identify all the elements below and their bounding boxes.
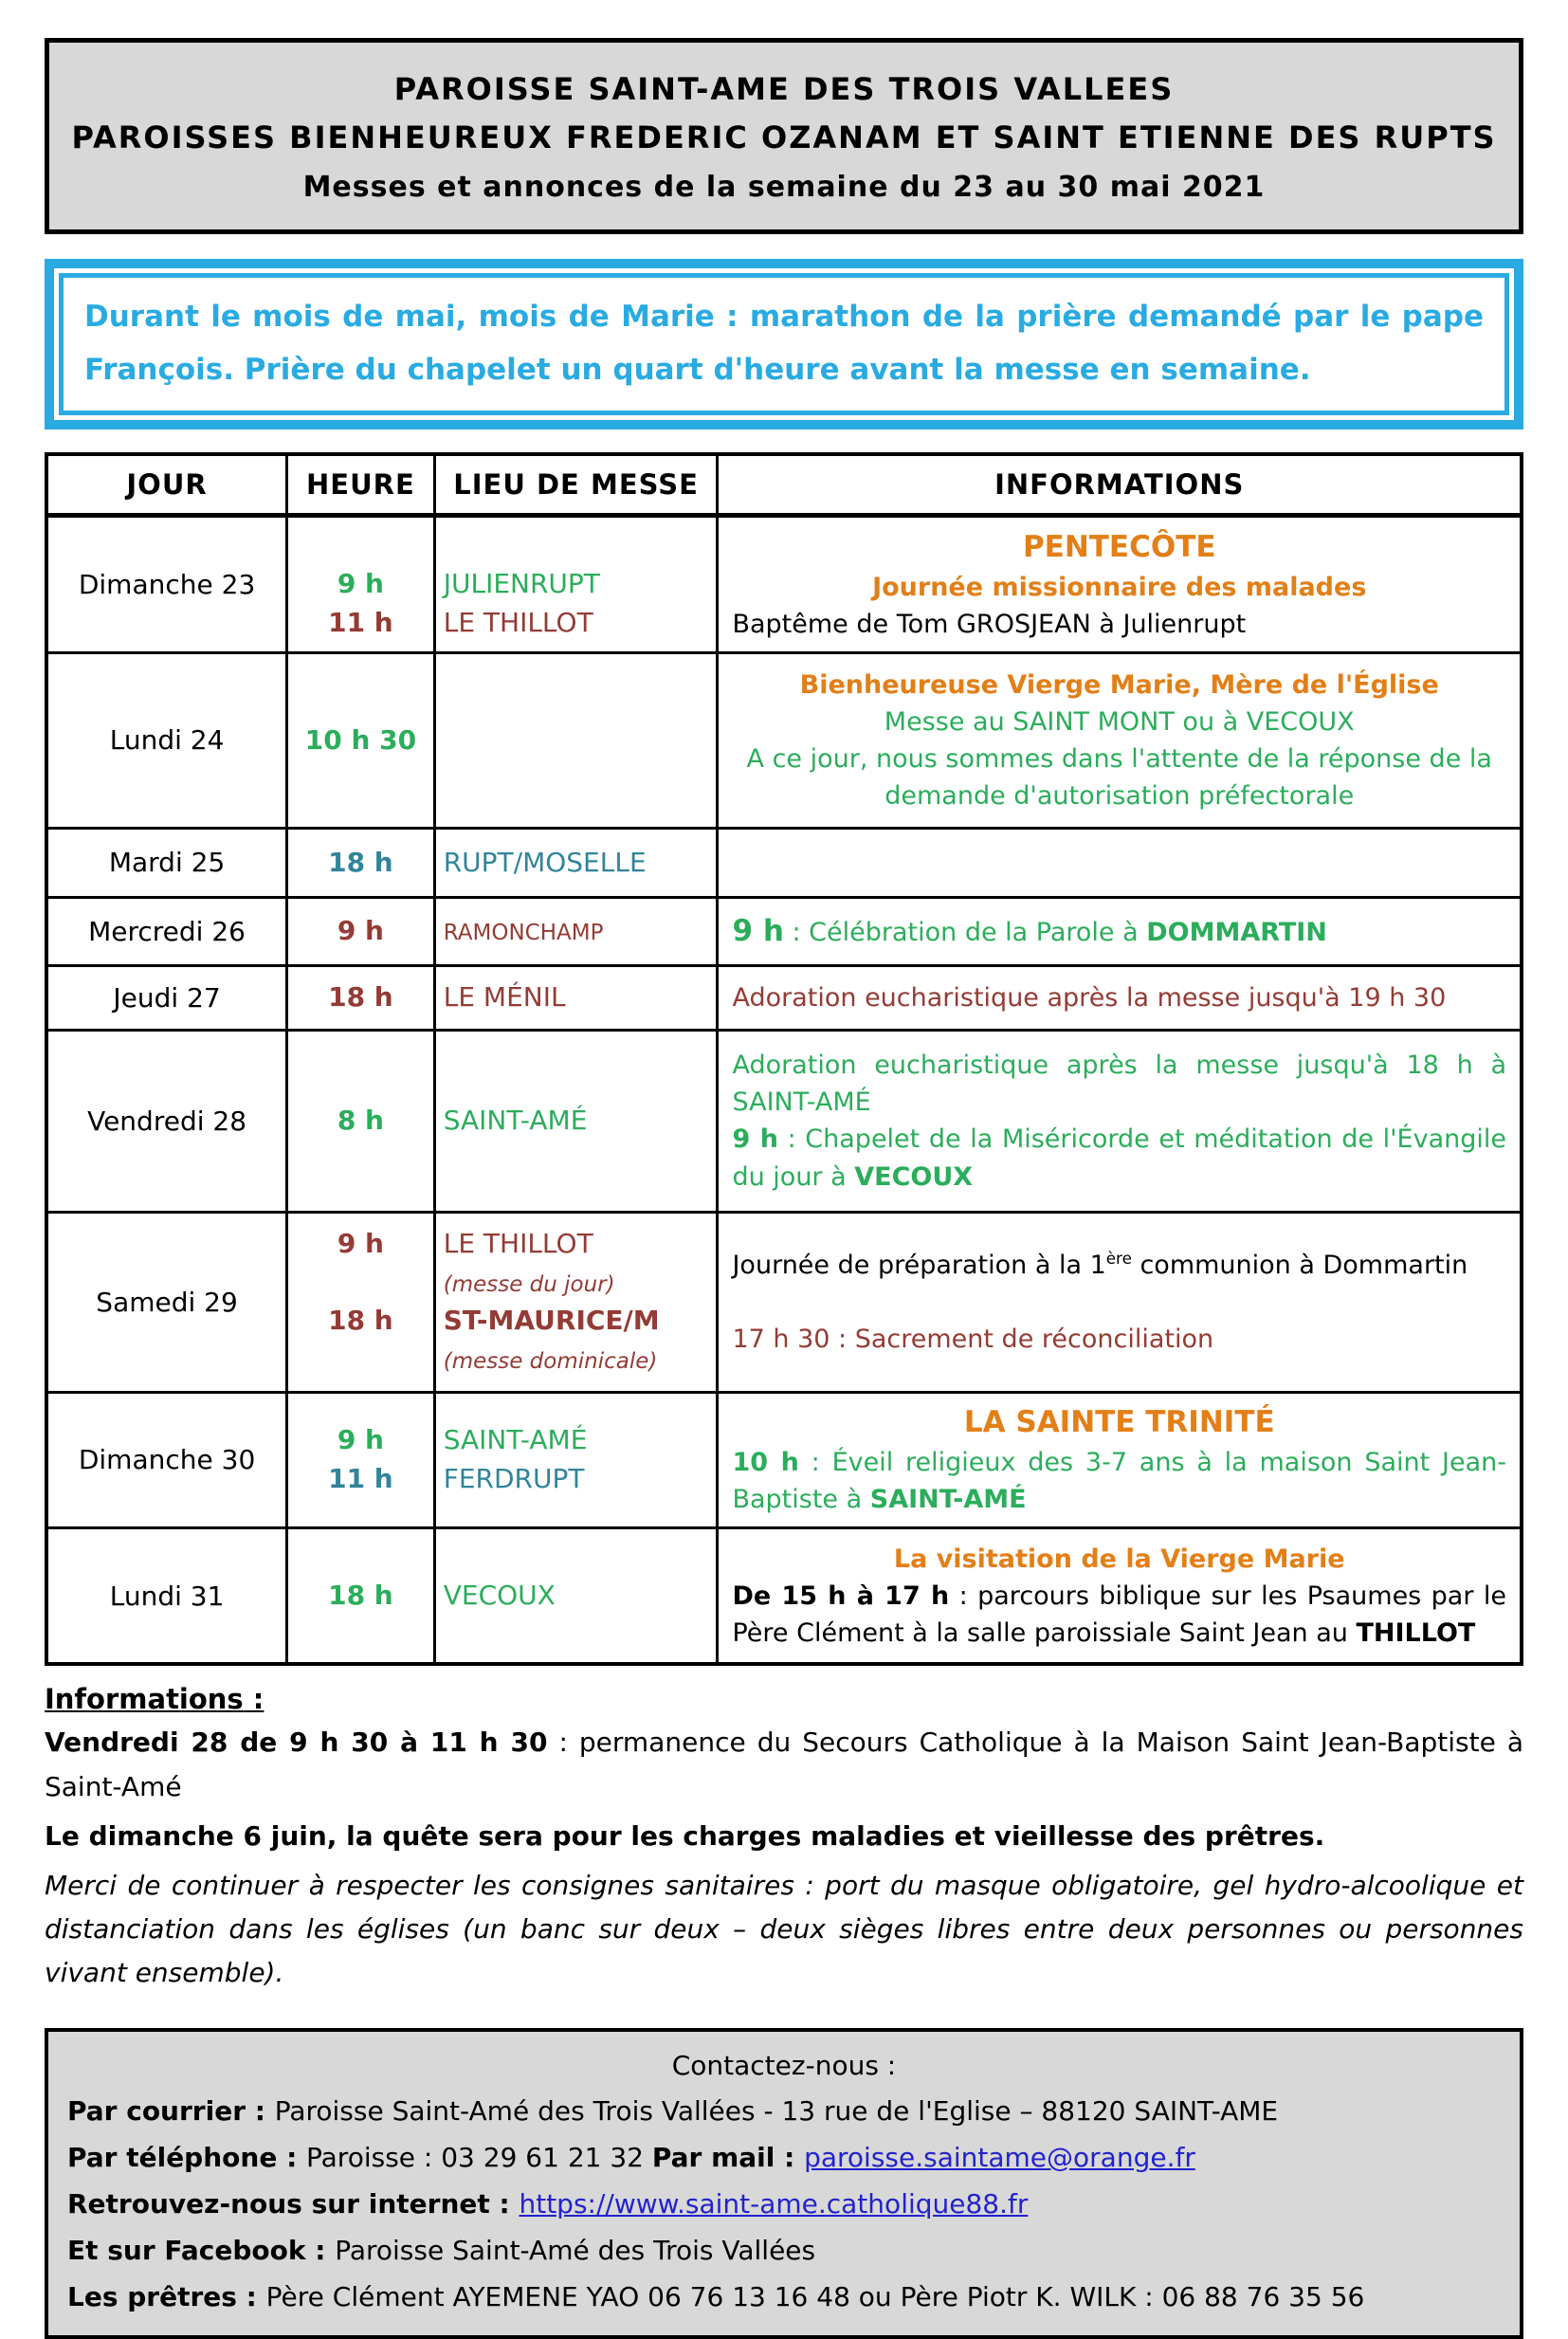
- info-line: [732, 979, 1506, 1016]
- parish-title-line2: PAROISSES BIENHEUREUX FREDERIC OZANAM ET SAINT ETIENNE DES RUPTS: [71, 119, 1497, 156]
- hour-label-segment: [356, 1343, 365, 1375]
- table-row: [46, 1392, 1522, 1527]
- hour-label: [290, 604, 431, 643]
- info-paragraph: [45, 1864, 1523, 1996]
- place-label: [444, 1302, 715, 1341]
- hour-label-segment: 10 h 30: [304, 723, 417, 756]
- info-line: [732, 606, 1506, 643]
- info-line-segment: LA SAINTE TRINITÉ: [963, 1405, 1275, 1440]
- column-header-informations: INFORMATIONS: [718, 454, 1522, 516]
- parish-header-box: [45, 38, 1523, 234]
- info-paragraph-segment: Vendredi 28 de 9 h 30 à 11 h 30: [45, 1727, 548, 1759]
- hour-cell: [287, 1030, 435, 1212]
- place-cell: [434, 965, 718, 1030]
- place-label: [444, 604, 715, 643]
- info-line-segment: Journée de préparation à la 1: [732, 1250, 1106, 1280]
- info-line-segment: Messe au SAINT MONT ou à VECOUX: [884, 706, 1355, 737]
- place-label-segment: FERDRUPT: [443, 1462, 585, 1494]
- hour-label-segment: 9 h: [337, 1228, 384, 1260]
- hour-label: [290, 1460, 431, 1499]
- hour-label: [290, 844, 431, 883]
- header-row: [46, 454, 1522, 516]
- info-line: [732, 1578, 1506, 1652]
- place-label-segment: LE MÉNIL: [443, 981, 566, 1014]
- info-cell: [718, 515, 1522, 652]
- hour-label: [290, 1225, 431, 1264]
- hour-cell: [287, 1392, 435, 1527]
- info-line-segment: THILLOT: [1356, 1617, 1476, 1648]
- place-label: [444, 844, 715, 883]
- place-label-segment: (messe dominicale): [443, 1349, 658, 1375]
- hour-label-segment: [356, 530, 365, 561]
- place-cell: [434, 652, 718, 828]
- hour-label: [290, 1421, 431, 1460]
- contact-line: [67, 2274, 1501, 2320]
- place-cell: [434, 1030, 718, 1212]
- place-label: [444, 1421, 715, 1460]
- place-label: [444, 1577, 715, 1616]
- info-line-segment: : Chapelet de la Miséricorde et méditation de l'Évangile du jour à: [732, 1124, 1506, 1192]
- parish-title-line1: PAROISSE SAINT-AME DES TROIS VALLEES: [393, 71, 1175, 107]
- hour-label: [290, 565, 431, 604]
- hour-label: [290, 1102, 431, 1141]
- place-cell: [434, 1212, 718, 1392]
- hour-cell: [287, 1212, 435, 1392]
- info-line-segment: ère: [1105, 1248, 1132, 1268]
- info-line-segment: : Éveil religieux des 3-7 ans à la maison Saint Jean-Baptiste à: [732, 1448, 1506, 1515]
- info-cell: [718, 1030, 1522, 1212]
- place-label: [444, 1225, 715, 1264]
- info-line-segment: 10 h: [732, 1448, 799, 1478]
- hour-cell: [287, 652, 435, 828]
- info-line: [732, 1401, 1506, 1444]
- mass-schedule-table: [45, 452, 1523, 1667]
- info-line-segment: 9 h: [732, 1124, 778, 1155]
- place-cell: [434, 897, 718, 965]
- info-line: [732, 704, 1506, 740]
- contact-title: Contactez-nous :: [671, 2049, 897, 2081]
- info-line: [732, 1284, 1506, 1321]
- hour-label-segment: 18 h: [328, 1579, 393, 1611]
- place-label: [444, 1264, 715, 1303]
- hour-cell: [287, 828, 435, 897]
- contact-segment: Les prêtres :: [67, 2281, 266, 2313]
- info-line-segment: PENTECÔTE: [1022, 529, 1216, 564]
- contact-line: [67, 2227, 1501, 2274]
- info-line: [732, 1541, 1506, 1578]
- hour-label: [290, 1341, 431, 1380]
- table-row: [46, 828, 1522, 897]
- hour-cell: [287, 1527, 435, 1664]
- place-label-segment: JULIENRUPT: [443, 568, 600, 600]
- place-label-segment: ST-MAURICE/M: [443, 1305, 660, 1337]
- info-line: [732, 1444, 1506, 1518]
- hour-cell: [287, 515, 435, 652]
- place-cell: [434, 515, 718, 652]
- column-header-jour: JOUR: [46, 454, 287, 516]
- info-line-segment: [732, 1288, 740, 1317]
- table-header: [46, 454, 1522, 516]
- info-cell: [718, 1392, 1522, 1527]
- place-label-segment: SAINT-AMÉ: [443, 1105, 588, 1137]
- hour-label: [290, 912, 431, 951]
- place-label: [444, 565, 715, 604]
- place-label-segment: [444, 530, 452, 561]
- info-line: [732, 667, 1506, 704]
- contact-segment: Par téléphone :: [67, 2142, 307, 2174]
- may-prayer-banner: [45, 259, 1523, 429]
- website-link[interactable]: https://www.saint-ame.catholique88.fr: [519, 2188, 1029, 2220]
- hour-label: [290, 527, 431, 566]
- hour-label-segment: 9 h: [337, 568, 384, 600]
- info-cell: [718, 965, 1522, 1030]
- info-line-segment: DOMMARTIN: [1146, 918, 1327, 947]
- day-cell: Lundi 31: [46, 1527, 287, 1664]
- hour-label: [290, 1264, 431, 1303]
- day-cell: Samedi 29: [46, 1212, 287, 1392]
- email-link[interactable]: paroisse.saintame@orange.fr: [804, 2142, 1195, 2174]
- info-line-segment: VECOUX: [854, 1161, 974, 1192]
- info-line-segment: : parcours biblique sur les Psaumes par le Père Clément à la salle paroissiale Saint Jean au: [732, 1581, 1506, 1648]
- info-line: [732, 526, 1506, 569]
- info-line-segment: Adoration eucharistique après la messe jusqu'à 18 h à SAINT-AMÉ: [732, 1051, 1506, 1118]
- contact-segment: Paroisse Saint-Amé des Trois Vallées: [335, 2235, 816, 2267]
- place-label: [444, 527, 715, 566]
- contact-segment: Paroisse Saint-Amé des Trois Vallées - 13 rue de l'Eglise – 88120 SAINT-AME: [274, 2095, 1279, 2128]
- hour-label: [290, 722, 431, 760]
- hour-label-segment: 11 h: [328, 606, 393, 638]
- hour-label-segment: 18 h: [328, 1305, 393, 1337]
- info-paragraph-segment: Merci de continuer à respecter les consignes sanitaires : port du masque obligatoire, gel hydro-alcoolique et distanciation dans les églises (un banc sur deux – deux sièges libres entre deux personnes ou personnes vivant ensemble).: [45, 1870, 1523, 1989]
- day-cell: Jeudi 27: [46, 965, 287, 1030]
- place-label: [444, 978, 715, 1017]
- table-row: [46, 965, 1522, 1030]
- info-line-segment: Baptême de Tom GROSJEAN à Julienrupt: [732, 609, 1247, 639]
- contact-segment: Par mail :: [651, 2142, 805, 2174]
- place-label: [444, 1102, 715, 1141]
- contact-line: [67, 2181, 1501, 2227]
- contact-segment: Par courrier :: [67, 2095, 275, 2128]
- contact-segment: Père Clément AYEMENE YAO 06 76 13 16 48 ou Père Piotr K. WILK : 06 88 76 35 56: [265, 2281, 1365, 2313]
- info-cell: [718, 828, 1522, 897]
- info-line: [732, 740, 1506, 814]
- table-row: [46, 1527, 1522, 1664]
- day-cell: Dimanche 30: [46, 1392, 287, 1527]
- contact-segment: Et sur Facebook :: [67, 2235, 336, 2267]
- contact-line: [67, 2134, 1501, 2181]
- place-label: [444, 1460, 715, 1499]
- info-line-segment: Bienheureuse Vierge Marie, Mère de l'Église: [799, 669, 1439, 700]
- column-header-lieu-de-messe: LIEU DE MESSE: [434, 454, 718, 516]
- day-cell: Mercredi 26: [46, 897, 287, 965]
- hour-label: [290, 1577, 431, 1616]
- info-line: [732, 1121, 1506, 1195]
- column-header-heure: HEURE: [287, 454, 435, 516]
- hour-label-segment: 9 h: [337, 915, 384, 947]
- hour-cell: [287, 965, 435, 1030]
- info-paragraph-segment: : permanence du Secours Catholique à la Maison Saint Jean-Baptiste à Saint-Amé: [45, 1727, 1524, 1802]
- info-paragraph-segment: Le dimanche 6 juin, la quête sera pour les charges maladies et vieillesse des prêtres.: [45, 1819, 1325, 1852]
- info-line: [732, 569, 1506, 606]
- info-line: [732, 1247, 1506, 1284]
- contact-lines: [67, 2088, 1501, 2320]
- place-label-segment: LE THILLOT: [443, 606, 593, 638]
- hour-label-segment: 8 h: [337, 1105, 384, 1137]
- may-prayer-banner-text: Durant le mois de mai, mois de Marie : marathon de la prière demandé par le pape François. Prière du chapelet un quart d'heure avant la messe en semaine.: [84, 300, 1484, 388]
- place-label-segment: RUPT/MOSELLE: [443, 846, 647, 878]
- info-cell: [718, 652, 1522, 828]
- info-cell: [718, 897, 1522, 965]
- place-label: [444, 912, 715, 951]
- hour-label-segment: [356, 1267, 365, 1298]
- info-line: [732, 1321, 1506, 1358]
- place-cell: [434, 1527, 718, 1664]
- may-prayer-banner-inner: [59, 273, 1509, 415]
- place-label-segment: (messe du jour): [443, 1271, 615, 1297]
- info-line-segment: De 15 h à 17 h: [732, 1581, 950, 1611]
- table-row: [46, 897, 1522, 965]
- contact-segment: Paroisse : 03 29 61 21 32: [306, 2142, 652, 2174]
- hour-cell: [287, 897, 435, 965]
- info-paragraph: [45, 1815, 1523, 1858]
- week-subtitle: Messes et annonces de la semaine du 23 au 30 mai 2021: [302, 171, 1266, 205]
- contact-segment: Retrouvez-nous sur internet :: [67, 2188, 520, 2220]
- info-cell: [718, 1527, 1522, 1664]
- informations-heading: Informations :: [45, 1683, 264, 1716]
- place-label: [444, 1341, 715, 1380]
- hour-label: [290, 1302, 431, 1341]
- info-line: [732, 1047, 1506, 1121]
- table-row: [46, 652, 1522, 828]
- place-label-segment: RAMONCHAMP: [443, 921, 604, 946]
- day-cell: Mardi 25: [46, 828, 287, 897]
- info-paragraph: [45, 1721, 1523, 1808]
- info-line-segment: Journée missionnaire des malades: [872, 572, 1367, 602]
- info-line-segment: communion à Dommartin: [1131, 1250, 1468, 1280]
- info-line: [732, 910, 1506, 953]
- place-label-segment: SAINT-AMÉ: [443, 1424, 588, 1456]
- info-line-segment: : Célébration de la Parole à: [783, 918, 1147, 947]
- table-row: [46, 1212, 1522, 1392]
- day-cell: Dimanche 23: [46, 515, 287, 652]
- hour-label-segment: 18 h: [328, 981, 393, 1014]
- table-row: [46, 1030, 1522, 1212]
- info-line-segment: 17 h 30 : Sacrement de réconciliation: [732, 1325, 1214, 1355]
- info-cell: [718, 1212, 1522, 1392]
- place-label-segment: LE THILLOT: [443, 1228, 593, 1260]
- table-body: [46, 515, 1522, 1664]
- info-line-segment: Adoration eucharistique après la messe jusqu'à 19 h 30: [732, 982, 1447, 1013]
- contact-box: [45, 2028, 1523, 2339]
- place-cell: [434, 1392, 718, 1527]
- info-line-segment: A ce jour, nous sommes dans l'attente de la réponse de la demande d'autorisation préfectorale: [746, 743, 1492, 812]
- info-line-segment: La visitation de la Vierge Marie: [893, 1544, 1345, 1574]
- hour-label: [290, 978, 431, 1017]
- info-line-segment: SAINT-AMÉ: [869, 1485, 1027, 1515]
- informations-paragraphs: [45, 1721, 1523, 1995]
- hour-label-segment: 9 h: [337, 1424, 384, 1456]
- informations-section: [45, 1683, 1523, 1995]
- info-line-segment: 9 h: [732, 914, 784, 948]
- day-cell: Lundi 24: [46, 652, 287, 828]
- hour-label-segment: 18 h: [328, 846, 393, 878]
- day-cell: Vendredi 28: [46, 1030, 287, 1212]
- contact-line: [67, 2088, 1501, 2134]
- place-cell: [434, 828, 718, 897]
- place-label-segment: VECOUX: [443, 1579, 556, 1611]
- hour-label-segment: 11 h: [328, 1462, 393, 1494]
- table-row: [46, 515, 1522, 652]
